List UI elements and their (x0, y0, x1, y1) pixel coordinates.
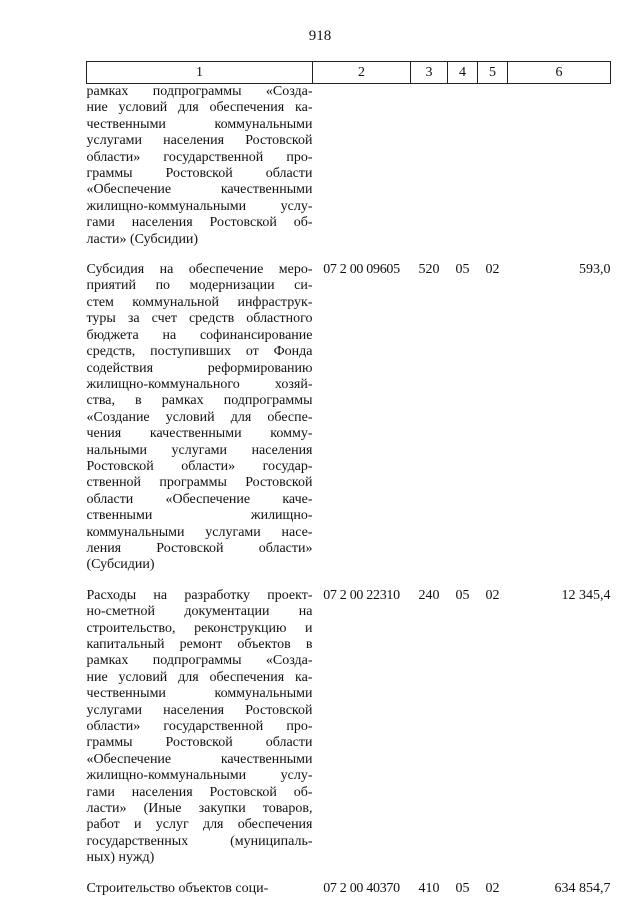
description-line: ласти» (Иные закупки товаров, (87, 801, 313, 817)
description-line: ства, в рамках подпрограммы (87, 393, 313, 409)
description-line: области» государственной про- (87, 150, 313, 166)
amount (508, 84, 611, 263)
expense-type: 410 (411, 881, 448, 911)
description-line: стем коммунальной инфраструк- (87, 295, 313, 311)
row-description (87, 84, 313, 263)
table-row (87, 84, 611, 263)
subsection: 02 (478, 588, 508, 881)
description-line: ления Ростовской области» (87, 541, 313, 557)
column-header-3: 3 (411, 62, 448, 84)
description-line: ние условий для обеспечения ка- (87, 670, 313, 686)
section (448, 84, 478, 263)
description-line: приятий по модернизации си- (87, 278, 313, 294)
description-line: области» государственной про- (87, 719, 313, 735)
budget-code: 07 2 00 09605 (313, 262, 411, 588)
description-line: жилищно-коммунального хозяй- (87, 377, 313, 393)
description-line: ние условий для обеспечения ка- (87, 100, 313, 116)
table-header-row (87, 62, 611, 84)
description-line: гами населения Ростовской об- (87, 215, 313, 231)
description-line: «Обеспечение качественными (87, 752, 313, 768)
description-line: рамках подпрограммы «Созда- (87, 84, 313, 100)
description-line: ственными жилищно- (87, 508, 313, 524)
column-header-2: 2 (313, 62, 411, 84)
description-line: граммы Ростовской области (87, 166, 313, 182)
description-line: туры за счет средств областного (87, 311, 313, 327)
subsection (478, 84, 508, 263)
row-description (87, 881, 313, 911)
description-line: рамках подпрограммы «Созда- (87, 653, 313, 669)
table-body (87, 84, 611, 911)
description-line: строительство, реконструкцию и (87, 621, 313, 637)
table-row (87, 881, 611, 911)
subsection: 02 (478, 262, 508, 588)
description-line: Субсидия на обеспечение меро- (87, 262, 313, 278)
table-row (87, 262, 611, 588)
description-line: жилищно-коммунальными услу- (87, 199, 313, 215)
description-line: чения качественными комму- (87, 426, 313, 442)
description-line: жилищно-коммунальными услу- (87, 768, 313, 784)
table-row (87, 588, 611, 881)
page-number: 918 (0, 28, 640, 45)
description-line: ласти» (Субсидии) (87, 232, 313, 248)
subsection: 02 (478, 881, 508, 911)
description-line: области «Обеспечение каче- (87, 492, 313, 508)
amount: 12 345,4 (508, 588, 611, 881)
section: 05 (448, 262, 478, 588)
description-line: государственных (муниципаль- (87, 834, 313, 850)
description-line: (Субсидии) (87, 557, 313, 573)
expense-type (411, 84, 448, 263)
section: 05 (448, 881, 478, 911)
description-line: чественными коммунальными (87, 686, 313, 702)
description-line: бюджета на софинансирование (87, 328, 313, 344)
description-line: услугами населения Ростовской (87, 703, 313, 719)
description-line: чественными коммунальными (87, 117, 313, 133)
description-line: услугами населения Ростовской (87, 133, 313, 149)
description-line: «Обеспечение качественными (87, 182, 313, 198)
expense-type: 240 (411, 588, 448, 881)
description-line: коммунальными услугами насе- (87, 525, 313, 541)
column-header-1: 1 (87, 62, 313, 84)
column-header-6: 6 (508, 62, 611, 84)
description-line: Расходы на разработку проект- (87, 588, 313, 604)
description-line: Ростовской области» государ- (87, 459, 313, 475)
description-line: содействия реформированию (87, 361, 313, 377)
description-line: ственной программы Ростовской (87, 475, 313, 491)
section: 05 (448, 588, 478, 881)
description-line: средств, поступивших от Фонда (87, 344, 313, 360)
budget-code (313, 84, 411, 263)
budget-code: 07 2 00 40370 (313, 881, 411, 911)
budget-table (86, 61, 611, 911)
amount: 634 854,7 (508, 881, 611, 911)
amount: 593,0 (508, 262, 611, 588)
row-description (87, 262, 313, 588)
column-header-5: 5 (478, 62, 508, 84)
column-header-4: 4 (448, 62, 478, 84)
description-line: нальными услугами населения (87, 443, 313, 459)
description-line: работ и услуг для обеспечения (87, 817, 313, 833)
expense-type: 520 (411, 262, 448, 588)
budget-code: 07 2 00 22310 (313, 588, 411, 881)
description-line: но-сметной документации на (87, 604, 313, 620)
description-line: Строительство объектов соци- (87, 881, 313, 897)
row-description (87, 588, 313, 881)
description-line: ных) нужд) (87, 850, 313, 866)
description-line: капитальный ремонт объектов в (87, 637, 313, 653)
description-line: «Создание условий для обеспе- (87, 410, 313, 426)
description-line: граммы Ростовской области (87, 735, 313, 751)
description-line: гами населения Ростовской об- (87, 785, 313, 801)
